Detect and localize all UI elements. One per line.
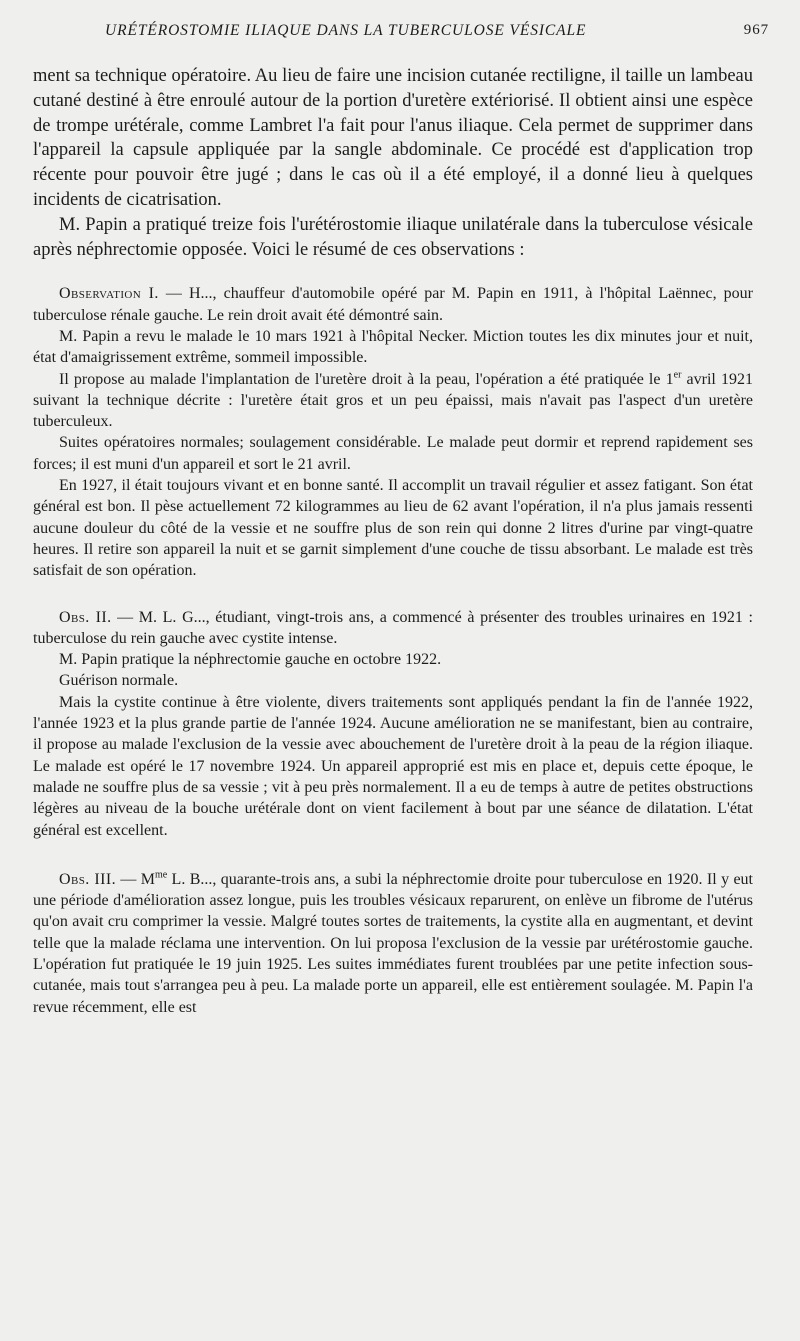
observation-1-text-1: — H..., chauffeur d'automobile opéré par M. Papin en 1911, à l'hôpital Laënnec, pour tuberculose rénale gauche. Le rein droit avait été démontré sain. bbox=[33, 285, 754, 324]
observation-2 bbox=[33, 607, 753, 841]
observation-2-paragraph-2: M. Papin pratique la néphrectomie gauche en octobre 1922. bbox=[59, 651, 442, 669]
observation-1 bbox=[33, 283, 753, 581]
observation-1-text-3b: avril 1921 suivant la technique décrite : l'uretère était gros et un peu épaissi, mais n'avait pas l'aspect d'un uretère tuberculeux. bbox=[33, 370, 754, 431]
book-page bbox=[33, 14, 769, 1018]
observation-3-title-prefix: — M bbox=[120, 870, 155, 888]
observation-3 bbox=[33, 869, 753, 1018]
observation-1-paragraph-5: En 1927, il était toujours vivant et en bonne santé. Il accomplit un travail régulier et assez fatigant. Son état général est bon. Il pèse actuellement 72 kilogrammes au lieu de 62 avant l'opération, il n'a plus jamais ressenti aucune douleur du côté de la vessie et ne souffre plus de son rein qui donne 2 litres d'urine par vingt-quatre heures. Il retire son appareil la nuit et se garnit simplement d'une couche de tissu absorbant. Le malade est très satisfait de son opération. bbox=[33, 477, 753, 580]
observation-2-label: Obs. II. bbox=[59, 608, 112, 626]
page-number: 967 bbox=[743, 22, 769, 38]
observation-3-paragraph-1 bbox=[33, 869, 753, 1018]
observation-1-paragraph-2: M. Papin a revu le malade le 10 mars 1921 à l'hôpital Necker. Miction toutes les dix minutes jour et nuit, état d'amaigrissement extrême, sommeil impossible. bbox=[33, 327, 753, 367]
observation-2-text-1: — M. L. G..., étudiant, vingt-trois ans, a commencé à présenter des troubles urinaires en 1921 : tuberculose du rein gauche avec cystite intense. bbox=[33, 608, 753, 647]
intro-section bbox=[33, 64, 753, 262]
observation-3-title-sup: me bbox=[154, 869, 168, 881]
running-header bbox=[33, 14, 769, 44]
observation-3-text-1: L. B..., quarante-trois ans, a subi la néphrectomie droite pour tuberculose en 1920. Il y eut une période d'amélioration assez longue, puis les troubles vésicaux reparurent, on enlève un fibrome de l'utérus qu'on avait cru comprimer la vessie. Malgré toutes sortes de traitements, la cystite alla en augmentant, et devint telle que la malade réclama une intervention. On lui proposa l'exclusion de la vessie par urétérostomie gauche. L'opération fut pratiquée le 19 juin 1925. Les suites immédiates furent troublées par une petite infection sous-cutanée, mais tout s'arrangea peu à peu. La malade porte un appareil, elle est entièrement soulagée. M. Papin l'a revue récemment, elle est bbox=[33, 870, 753, 1016]
observation-1-ordinal-sup: er bbox=[673, 369, 682, 381]
observation-1-paragraph-1 bbox=[33, 283, 753, 326]
observation-1-label: Observation I. bbox=[59, 285, 159, 303]
observation-1-ordinal-number: 1 bbox=[665, 370, 674, 388]
observation-2-paragraph-3: Guérison normale. bbox=[59, 672, 179, 690]
observation-2-paragraph-1 bbox=[33, 607, 753, 650]
observation-1-paragraph-4: Suites opératoires normales; soulagement considérable. Le malade peut dormir et reprend rapidement ses forces; il est muni d'un appareil et sort le 21 avril. bbox=[33, 434, 753, 473]
observation-1-text-3a: Il propose au malade l'implantation de l'uretère droit à la peau, l'opération a été pratiquée le bbox=[59, 370, 666, 388]
observation-2-paragraph-4: Mais la cystite continue à être violente, divers traitements sont appliqués pendant la fin de l'année 1922, l'année 1923 et la plus grande partie de l'année 1924. Aucune amélioration ne se manifestant, bien au contraire, il propose au malade l'exclusion de la vessie avec abouchement de l'uretère droit à la peau de la région iliaque. Le malade est opéré le 17 novembre 1924. Un appareil approprié est mis en place et, depuis cette époque, le malade ne souffre plus de sa vessie ; vit à peu près normalement. Il a eu de temps à autre de petites obstructions légères au niveau de la bouche urétérale dont on vient facilement à bout par une séance de dilatation. L'état général est excellent. bbox=[33, 693, 753, 839]
intro-paragraph-1: ment sa technique opératoire. Au lieu de faire une incision cutanée rectiligne, il taille un lambeau cutané destiné à être enroulé autour de la portion d'uretère extériorisé. Il obtient ainsi une espèce de trompe urétérale, comme Lambret l'a fait pour l'anus iliaque. Cela permet de supprimer dans l'appareil la capsule appliquée par la sangle abdominale. Ce procédé est d'application trop récente pour pouvoir être jugé ; dans le cas où il a été employé, il a donné lieu à quelques incidents de cicatrisation. bbox=[33, 66, 753, 210]
observation-1-paragraph-3 bbox=[33, 369, 753, 433]
intro-paragraph-2: M. Papin a pratiqué treize fois l'urétérostomie iliaque unilatérale dans la tuberculose vésicale après néphrectomie opposée. Voici le résumé de ces observations : bbox=[33, 214, 753, 260]
observation-3-label: Obs. III. bbox=[59, 870, 116, 888]
running-title: URÉTÉROSTOMIE ILIAQUE DANS LA TUBERCULOSE VÉSICALE bbox=[105, 22, 587, 39]
